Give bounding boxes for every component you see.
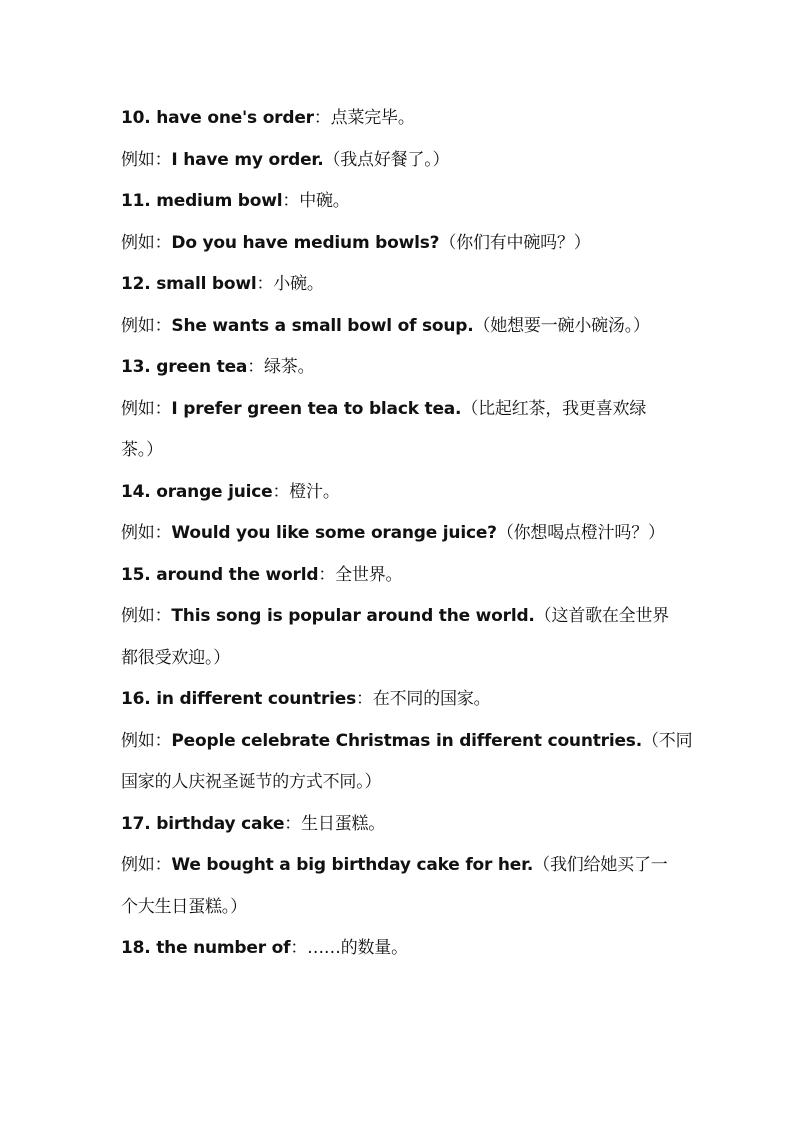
term-line	[121, 804, 681, 846]
example-chinese: （她想要一碗小碗汤。）	[473, 315, 650, 336]
example-chinese: （你想喝点橙汁吗？）	[496, 523, 665, 543]
term-chinese: ：点菜完毕。	[313, 108, 415, 128]
example-chinese-continued: 都很受欢迎。）	[121, 647, 231, 668]
example-english: This song is popular around the world.	[171, 606, 535, 626]
term-line	[121, 264, 681, 306]
term-line	[121, 928, 681, 970]
example-line	[121, 845, 681, 887]
example-english: Do you have medium bowls?	[171, 232, 440, 253]
example-line	[121, 223, 681, 265]
term-chinese: ：全世界。	[318, 564, 403, 585]
term-chinese: ：橙汁。	[272, 481, 340, 502]
term-line	[121, 98, 681, 140]
example-line	[121, 513, 681, 555]
example-prefix: 例如：	[121, 606, 172, 626]
term-english: 18. the number of	[121, 938, 291, 958]
example-chinese: （我们给她买了一	[533, 855, 668, 875]
term-english: 17. birthday cake	[121, 813, 285, 834]
example-chinese-continued: 国家的人庆祝圣诞节的方式不同。）	[121, 772, 382, 792]
term-chinese: ：绿茶。	[247, 357, 315, 377]
example-continuation-line	[121, 638, 681, 680]
example-prefix: 例如：	[121, 855, 172, 875]
term-line	[121, 555, 681, 597]
example-chinese-continued: 个大生日蛋糕。）	[121, 896, 247, 917]
term-line	[121, 181, 681, 223]
example-line	[121, 140, 681, 182]
term-line	[121, 472, 681, 514]
term-english: 15. around the world	[121, 564, 319, 585]
example-chinese: （这首歌在全世界	[534, 606, 670, 626]
example-prefix: 例如：	[121, 149, 172, 170]
example-continuation-line	[121, 887, 681, 929]
term-chinese: ：……的数量。	[290, 938, 408, 958]
term-english: 16. in different countries	[121, 689, 357, 709]
term-line	[121, 347, 681, 389]
example-line	[121, 389, 681, 431]
term-chinese: ：生日蛋糕。	[284, 813, 386, 834]
term-chinese: ：中碗。	[282, 191, 350, 211]
example-prefix: 例如：	[121, 523, 172, 543]
example-english: I have my order.	[171, 149, 324, 170]
example-english: I prefer green tea to black tea.	[171, 398, 462, 419]
example-prefix: 例如：	[121, 232, 172, 253]
term-english: 12. small bowl	[121, 274, 257, 294]
example-continuation-line	[121, 430, 681, 472]
example-chinese: （不同	[641, 730, 693, 751]
example-prefix: 例如：	[121, 730, 172, 751]
term-english: 13. green tea	[121, 357, 248, 377]
example-chinese-continued: 茶。）	[121, 440, 163, 460]
term-chinese: ：在不同的国家。	[356, 689, 491, 709]
term-english: 14. orange juice	[121, 481, 273, 502]
vocabulary-list	[121, 98, 693, 970]
example-line	[121, 596, 681, 638]
term-chinese: ：小碗。	[256, 274, 324, 294]
example-english: Would you like some orange juice?	[171, 523, 497, 543]
example-prefix: 例如：	[121, 315, 172, 336]
example-line	[121, 721, 693, 763]
example-prefix: 例如：	[121, 398, 172, 419]
example-chinese: （你们有中碗吗？）	[439, 232, 591, 253]
example-english: People celebrate Christmas in different countries.	[171, 730, 642, 751]
term-line	[121, 679, 681, 721]
term-english: 10. have one's order	[121, 108, 314, 128]
example-english: She wants a small bowl of soup.	[171, 315, 474, 336]
example-english: We bought a big birthday cake for her.	[171, 855, 534, 875]
example-chinese: （我点好餐了。）	[323, 149, 450, 170]
example-continuation-line	[121, 762, 681, 804]
example-chinese: （比起红茶，我更喜欢绿	[461, 398, 647, 419]
example-line	[121, 306, 681, 348]
term-english: 11. medium bowl	[121, 191, 283, 211]
